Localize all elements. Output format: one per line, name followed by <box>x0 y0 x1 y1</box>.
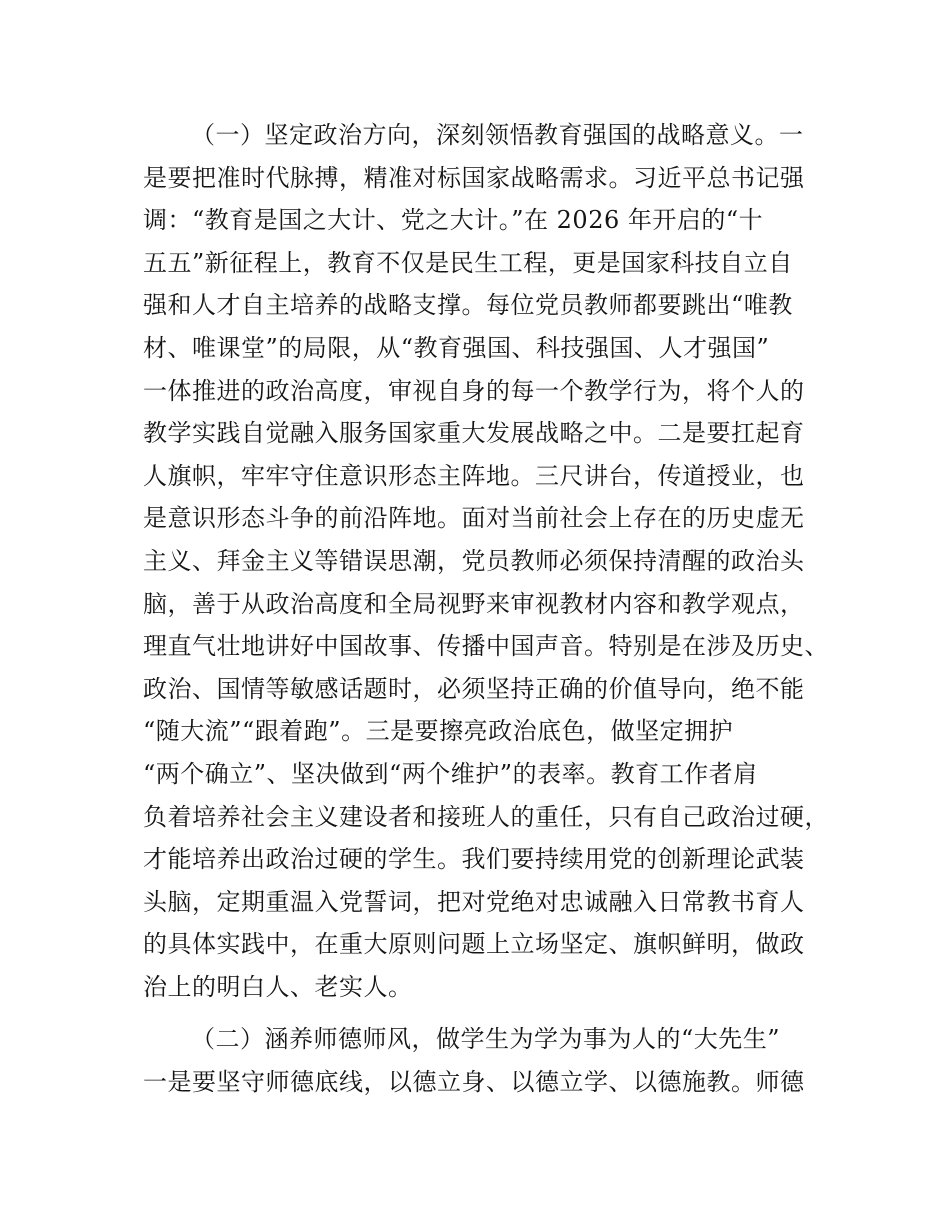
text-line: 的具体实践中，在重大原则问题上立场坚定、旗帜鲜明，做政 <box>143 930 805 959</box>
text-line: 一体推进的政治高度，审视自身的每一个教学行为，将个人的 <box>143 376 805 405</box>
text-line: 负着培养社会主义建设者和接班人的重任，只有自己政治过硬， <box>143 802 829 831</box>
text-line: 头脑，定期重温入党誓词，把对党绝对忠诚融入日常教书育人 <box>143 887 805 916</box>
text-line: 五五”新征程上，教育不仅是民生工程，更是国家科技自立自 <box>143 248 793 277</box>
text-line: （一）坚定政治方向，深刻领悟教育强国的战略意义。一 <box>191 121 804 149</box>
text-line: “随大流”“跟着跑”。三是要擦亮政治底色，做坚定拥护 <box>143 717 734 746</box>
text-line: 材、唯课堂”的局限，从“教育强国、科技强国、人才强国” <box>143 333 770 362</box>
text-line: 脑，善于从政治高度和全局视野来审视教材内容和教学观点， <box>143 589 805 618</box>
text-line: 治上的明白人、老实人。 <box>143 972 413 1001</box>
text-line: 才能培养出政治过硬的学生。我们要持续用党的创新理论武装 <box>143 845 805 874</box>
text-line: 政治、国情等敏感话题时，必须坚持正确的价值导向，绝不能 <box>143 674 805 703</box>
text-line: 一是要坚守师德底线，以德立身、以德立学、以德施教。师德 <box>143 1067 805 1096</box>
paragraph-section-two <box>143 1018 813 1103</box>
text-line: 强和人才自主培养的战略支撑。每位党员教师都要跳出“唯教 <box>143 291 793 320</box>
text-line: “两个确立”、坚决做到“两个维护”的表率。教育工作者肩 <box>143 759 758 788</box>
text-line: 是要把准时代脉搏，精准对标国家战略需求。习近平总书记强 <box>143 163 805 192</box>
text-line: 理直气壮地讲好中国故事、传播中国声音。特别是在涉及历史、 <box>143 632 829 661</box>
paragraph-section-one <box>143 114 829 1008</box>
text-line: （二）涵养师德师风，做学生为学为事为人的“大先生” <box>191 1025 781 1053</box>
text-line: 主义、拜金主义等错误思潮，党员教师必须保持清醒的政治头 <box>143 546 805 575</box>
text-line: 是意识形态斗争的前沿阵地。面对当前社会上存在的历史虚无 <box>143 504 805 533</box>
text-line: 调：“教育是国之大计、党之大计。”在 2026 年开启的“十 <box>143 206 764 235</box>
text-line: 人旗帜，牢牢守住意识形态主阵地。三尺讲台，传道授业，也 <box>143 461 805 490</box>
text-line: 教学实践自觉融入服务国家重大发展战略之中。二是要扛起育 <box>143 419 805 448</box>
